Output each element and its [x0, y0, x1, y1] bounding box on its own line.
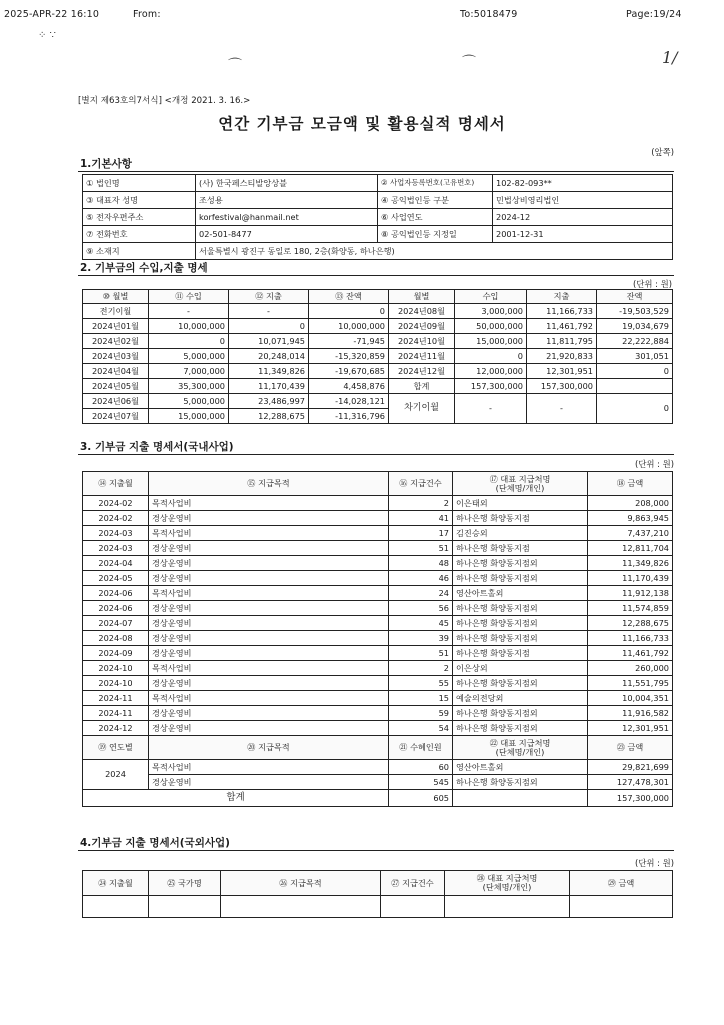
- month-cell: 2024년11월: [389, 349, 455, 364]
- basic-info-value: 조성용: [196, 192, 378, 209]
- column-header: ⑲ 연도별: [83, 736, 149, 760]
- table-row: [83, 556, 673, 571]
- summary-row: [83, 775, 673, 790]
- count-cell: 54: [389, 721, 453, 736]
- column-header: ⑯ 지급건수: [389, 472, 453, 496]
- expense-total: 157,300,000: [527, 379, 597, 394]
- balance-cell: -15,320,859: [309, 349, 389, 364]
- count-cell: 545: [389, 775, 453, 790]
- month-cell: 2024년07월: [83, 409, 149, 424]
- purpose-cell: 목적사업비: [149, 661, 389, 676]
- section-2-heading: 2. 기부금의 수입,지출 명세: [80, 262, 208, 274]
- unit-label: (단위 : 원): [633, 279, 672, 289]
- month-cell: 2024-12: [83, 721, 149, 736]
- empty-cell: [149, 896, 221, 918]
- count-cell: 48: [389, 556, 453, 571]
- payee-cell: 김진승외: [453, 526, 588, 541]
- payee-cell: 이은태외: [453, 496, 588, 511]
- month-cell: 2024년12월: [389, 364, 455, 379]
- basic-info-label: ⑥ 사업연도: [378, 209, 493, 226]
- balance-cell: 0: [597, 364, 673, 379]
- month-cell: 2024-02: [83, 511, 149, 526]
- amount-cell: 208,000: [588, 496, 673, 511]
- year-cell: 2024: [83, 760, 149, 790]
- income-expense-table: [82, 289, 673, 424]
- basic-info-value: korfestival@hanmail.net: [196, 209, 378, 226]
- table-row: [83, 571, 673, 586]
- amount-cell: 11,166,733: [588, 631, 673, 646]
- month-cell: 2024-06: [83, 586, 149, 601]
- basic-info-label: ① 법인명: [83, 175, 196, 192]
- column-header: ⑬ 잔액: [309, 290, 389, 304]
- total-label: 합계: [389, 379, 455, 394]
- purpose-cell: 경상운영비: [149, 631, 389, 646]
- month-cell: 2024년02월: [83, 334, 149, 349]
- basic-info-value: 102-82-093**: [493, 175, 673, 192]
- balance-cell: 0: [309, 304, 389, 319]
- empty-cell: [570, 896, 673, 918]
- month-cell: 2024년05월: [83, 379, 149, 394]
- count-cell: 55: [389, 676, 453, 691]
- column-header: ㉖ 지급목적: [221, 871, 381, 896]
- basic-info-label: ④ 공익법인등 구분: [378, 192, 493, 209]
- count-cell: 15: [389, 691, 453, 706]
- purpose-cell: 경상운영비: [149, 511, 389, 526]
- column-header: ⑱ 금액: [588, 472, 673, 496]
- carry-forward-label: 차기이월: [389, 394, 455, 424]
- carry-income: -: [455, 394, 527, 424]
- payee-cell: 하나은행 화양동지점외: [453, 601, 588, 616]
- basic-info-row: [83, 192, 673, 209]
- amount-cell: 12,301,951: [588, 721, 673, 736]
- payee-cell: 하나은행 화양동지점외: [453, 706, 588, 721]
- payee-cell: 하나은행 화양동지점외: [453, 616, 588, 631]
- overseas-expense-table: [82, 870, 673, 918]
- month-cell: 2024-11: [83, 706, 149, 721]
- purpose-cell: 경상운영비: [149, 706, 389, 721]
- column-header: ⑩ 월별: [83, 290, 149, 304]
- count-cell: 2: [389, 661, 453, 676]
- basic-info-row: [83, 226, 673, 243]
- amount-cell: 12,811,704: [588, 541, 673, 556]
- income-cell: 15,000,000: [455, 334, 527, 349]
- purpose-cell: 경상운영비: [149, 556, 389, 571]
- income-cell: 0: [149, 334, 229, 349]
- month-cell: 2024-10: [83, 676, 149, 691]
- domestic-expense-table: [82, 471, 673, 807]
- amount-cell: 11,551,795: [588, 676, 673, 691]
- payee-cell: 하나은행 화양동지점: [453, 646, 588, 661]
- payee-cell: 영산아트홀외: [453, 760, 588, 775]
- month-cell: 2024-11: [83, 691, 149, 706]
- purpose-cell: 경상운영비: [149, 721, 389, 736]
- purpose-cell: 경상운영비: [149, 616, 389, 631]
- payee-cell: 하나은행 화양동지점외: [453, 721, 588, 736]
- income-expense-header: [83, 290, 673, 304]
- count-cell: 46: [389, 571, 453, 586]
- income-total: 157,300,000: [455, 379, 527, 394]
- expense-cell: 20,248,014: [229, 349, 309, 364]
- expense-cell: 11,349,826: [229, 364, 309, 379]
- handwritten-mark: 1/: [662, 48, 678, 67]
- table-row: [83, 586, 673, 601]
- expense-cell: 10,071,945: [229, 334, 309, 349]
- amount-cell: 9,863,945: [588, 511, 673, 526]
- purpose-cell: 목적사업비: [149, 691, 389, 706]
- expense-cell: 0: [229, 319, 309, 334]
- amount-cell: 7,437,210: [588, 526, 673, 541]
- count-cell: 59: [389, 706, 453, 721]
- empty-cell: [445, 896, 570, 918]
- month-cell: 2024-05: [83, 571, 149, 586]
- month-cell: 2024-08: [83, 631, 149, 646]
- amount-cell: 11,574,859: [588, 601, 673, 616]
- fax-from: From:: [133, 9, 161, 20]
- table-row: [83, 334, 673, 349]
- income-cell: 12,000,000: [455, 364, 527, 379]
- basic-info-row: [83, 243, 673, 260]
- column-header: ㉔ 지출월: [83, 871, 149, 896]
- amount-cell: 11,461,792: [588, 646, 673, 661]
- form-number: [별지 제63호의7서식] <개정 2021. 3. 16.>: [78, 96, 251, 106]
- expense-cell: 12,288,675: [229, 409, 309, 424]
- payee-cell: 하나은행 화양동지점외: [453, 631, 588, 646]
- expense-cell: 23,486,997: [229, 394, 309, 409]
- balance-cell: -19,670,685: [309, 364, 389, 379]
- expense-cell: 12,301,951: [527, 364, 597, 379]
- section-3-heading: 3. 기부금 지출 명세서(국내사업): [80, 441, 234, 453]
- table-row: [83, 646, 673, 661]
- fax-to: To:5018479: [460, 9, 518, 20]
- amount-cell: 260,000: [588, 661, 673, 676]
- basic-info-label: ⑦ 전화번호: [83, 226, 196, 243]
- balance-cell: 19,034,679: [597, 319, 673, 334]
- table-row: [83, 304, 673, 319]
- basic-info-label: ⑤ 전자우편주소: [83, 209, 196, 226]
- income-cell: 15,000,000: [149, 409, 229, 424]
- income-cell: 5,000,000: [149, 394, 229, 409]
- balance-cell: 301,051: [597, 349, 673, 364]
- count-cell: 24: [389, 586, 453, 601]
- count-cell: 51: [389, 646, 453, 661]
- overseas-expense-header: [83, 871, 673, 896]
- column-header: 잔액: [597, 290, 673, 304]
- purpose-cell: 목적사업비: [149, 760, 389, 775]
- count-cell: 17: [389, 526, 453, 541]
- column-header: [453, 472, 588, 496]
- amount-cell: 10,004,351: [588, 691, 673, 706]
- count-cell: 56: [389, 601, 453, 616]
- column-header: ⑭ 지출월: [83, 472, 149, 496]
- unit-label: (단위 : 원): [635, 858, 674, 868]
- table-row: [83, 541, 673, 556]
- basic-info-label: ③ 대표자 성명: [83, 192, 196, 209]
- summary-row: [83, 760, 673, 775]
- basic-info-value: 02-501-8477: [196, 226, 378, 243]
- page-title: 연간 기부금 모금액 및 활용실적 명세서: [218, 115, 506, 133]
- basic-info-table: [82, 174, 673, 260]
- month-cell: 2024-02: [83, 496, 149, 511]
- payee-cell: 하나은행 화양동지점: [453, 541, 588, 556]
- balance-cell: 10,000,000: [309, 319, 389, 334]
- income-cell: -: [149, 304, 229, 319]
- table-row: [83, 631, 673, 646]
- income-cell: 10,000,000: [149, 319, 229, 334]
- column-header: ⑳ 지급목적: [149, 736, 389, 760]
- purpose-cell: 경상운영비: [149, 571, 389, 586]
- basic-info-value: (사) 한국페스티발앙상블: [196, 175, 378, 192]
- income-cell: 50,000,000: [455, 319, 527, 334]
- expense-cell: 11,170,439: [229, 379, 309, 394]
- expense-cell: 11,811,795: [527, 334, 597, 349]
- balance-cell: -11,316,796: [309, 409, 389, 424]
- count-cell: 39: [389, 631, 453, 646]
- month-cell: 2024-03: [83, 526, 149, 541]
- address-label: ⑨ 소재지: [83, 243, 196, 260]
- pen-mark: ⌒: [462, 55, 476, 71]
- column-header: ㉑ 수혜인원: [389, 736, 453, 760]
- count-cell: 2: [389, 496, 453, 511]
- amount-cell: 11,349,826: [588, 556, 673, 571]
- income-cell: 5,000,000: [149, 349, 229, 364]
- payee-cell: 하나은행 화양동지점: [453, 511, 588, 526]
- purpose-cell: 경상운영비: [149, 601, 389, 616]
- unit-label: (단위 : 원): [635, 459, 674, 469]
- count-cell: 51: [389, 541, 453, 556]
- count-cell: 41: [389, 511, 453, 526]
- address-value: 서울특별시 광진구 동일로 180, 2층(화양동, 하나은행): [196, 243, 673, 260]
- expense-cell: 21,920,833: [527, 349, 597, 364]
- table-row: [83, 379, 673, 394]
- payee-cell: 예술의전당외: [453, 691, 588, 706]
- purpose-cell: 경상운영비: [149, 541, 389, 556]
- month-cell: 2024년09월: [389, 319, 455, 334]
- column-header: 월별: [389, 290, 455, 304]
- basic-info-label: ② 사업자등록번호(고유번호): [378, 175, 493, 192]
- fax-page: Page:19/24: [626, 9, 682, 20]
- column-header: ⑮ 지급목적: [149, 472, 389, 496]
- month-cell: 2024년04월: [83, 364, 149, 379]
- purpose-cell: 경상운영비: [149, 775, 389, 790]
- empty-cell: [453, 790, 588, 807]
- month-cell: 2024년06월: [83, 394, 149, 409]
- section-4-heading: 4.기부금 지출 명세서(국외사업): [80, 837, 230, 849]
- balance-cell: [597, 379, 673, 394]
- income-cell: 7,000,000: [149, 364, 229, 379]
- expense-cell: 11,166,733: [527, 304, 597, 319]
- table-row: [83, 526, 673, 541]
- payee-subheader: (단체명/개인): [482, 882, 532, 892]
- empty-cell: [221, 896, 381, 918]
- table-row: [83, 661, 673, 676]
- domestic-expense-header: [83, 472, 673, 496]
- column-header: [453, 736, 588, 760]
- expense-cell: -: [229, 304, 309, 319]
- total-row: [83, 790, 673, 807]
- column-header: ⑪ 수입: [149, 290, 229, 304]
- table-row: [83, 896, 673, 918]
- summary-header: [83, 736, 673, 760]
- column-header: ㉕ 국가명: [149, 871, 221, 896]
- total-amount: 157,300,000: [588, 790, 673, 807]
- table-row: [83, 319, 673, 334]
- month-cell: 2024년10월: [389, 334, 455, 349]
- table-row: [83, 364, 673, 379]
- payee-cell: 하나은행 화양동지점외: [453, 571, 588, 586]
- total-count: 605: [389, 790, 453, 807]
- basic-info-label: ⑧ 공익법인등 지정일: [378, 226, 493, 243]
- empty-cell: [381, 896, 445, 918]
- section-1-heading: 1.기본사항: [80, 158, 132, 170]
- column-header: [445, 871, 570, 896]
- table-row: [83, 691, 673, 706]
- fax-datetime: 2025-APR-22 16:10: [4, 9, 100, 20]
- purpose-cell: 목적사업비: [149, 526, 389, 541]
- carry-balance: 0: [597, 394, 673, 424]
- column-header: 수입: [455, 290, 527, 304]
- payee-subheader: (단체명/개인): [495, 482, 545, 493]
- table-row: [83, 601, 673, 616]
- income-cell: 35,300,000: [149, 379, 229, 394]
- table-row: [83, 616, 673, 631]
- month-cell: 2024-03: [83, 541, 149, 556]
- amount-cell: 12,288,675: [588, 616, 673, 631]
- payee-subheader: (단체명/개인): [495, 746, 545, 757]
- purpose-cell: 목적사업비: [149, 586, 389, 601]
- month-cell: 2024-09: [83, 646, 149, 661]
- count-cell: 60: [389, 760, 453, 775]
- basic-info-value: 2001-12-31: [493, 226, 673, 243]
- month-cell: 2024-10: [83, 661, 149, 676]
- month-cell: 전기이월: [83, 304, 149, 319]
- purpose-cell: 목적사업비: [149, 496, 389, 511]
- column-header: ㉓ 금액: [588, 736, 673, 760]
- column-header: ㉙ 금액: [570, 871, 673, 896]
- balance-cell: -14,028,121: [309, 394, 389, 409]
- amount-cell: 11,912,138: [588, 586, 673, 601]
- empty-cell: [83, 896, 149, 918]
- carry-expense: -: [527, 394, 597, 424]
- table-row: [83, 706, 673, 721]
- purpose-cell: 경상운영비: [149, 646, 389, 661]
- column-header: 지출: [527, 290, 597, 304]
- basic-info-value: 2024-12: [493, 209, 673, 226]
- income-cell: 3,000,000: [455, 304, 527, 319]
- table-row: [83, 721, 673, 736]
- column-header: ⑫ 지출: [229, 290, 309, 304]
- balance-cell: 22,222,884: [597, 334, 673, 349]
- table-row: [83, 511, 673, 526]
- balance-cell: -71,945: [309, 334, 389, 349]
- income-cell: 0: [455, 349, 527, 364]
- payee-cell: 영산아트홀외: [453, 586, 588, 601]
- payee-header: ⑰ 대표 지급처명: [489, 473, 551, 484]
- scan-speckle: ⁘ ∵: [38, 30, 56, 41]
- column-header: ㉗ 지급건수: [381, 871, 445, 896]
- month-cell: 2024년01월: [83, 319, 149, 334]
- total-label: 합계: [83, 790, 389, 807]
- month-cell: 2024년08월: [389, 304, 455, 319]
- month-cell: 2024-06: [83, 601, 149, 616]
- amount-cell: 29,821,699: [588, 760, 673, 775]
- table-row: [83, 676, 673, 691]
- payee-cell: 하나은행 화양동지점외: [453, 676, 588, 691]
- balance-cell: 4,458,876: [309, 379, 389, 394]
- table-row: [83, 496, 673, 511]
- payee-header: ㉒ 대표 지급처명: [489, 737, 551, 748]
- month-cell: 2024-04: [83, 556, 149, 571]
- table-row: [83, 349, 673, 364]
- amount-cell: 11,170,439: [588, 571, 673, 586]
- payee-cell: 이은상외: [453, 661, 588, 676]
- basic-info-value: 민법상비영리법인: [493, 192, 673, 209]
- basic-info-row: [83, 175, 673, 192]
- front-side-label: (앞쪽): [651, 147, 674, 157]
- expense-cell: 11,461,792: [527, 319, 597, 334]
- count-cell: 45: [389, 616, 453, 631]
- payee-cell: 하나은행 화양동지점외: [453, 775, 588, 790]
- basic-info-row: [83, 209, 673, 226]
- month-cell: 2024-07: [83, 616, 149, 631]
- month-cell: 2024년03월: [83, 349, 149, 364]
- payee-header: ㉘ 대표 지급처명: [476, 873, 538, 884]
- amount-cell: 11,916,582: [588, 706, 673, 721]
- amount-cell: 127,478,301: [588, 775, 673, 790]
- payee-cell: 하나은행 화양동지점외: [453, 556, 588, 571]
- pen-mark: ⌒: [228, 58, 242, 74]
- balance-cell: -19,503,529: [597, 304, 673, 319]
- table-row: [83, 394, 673, 409]
- purpose-cell: 경상운영비: [149, 676, 389, 691]
